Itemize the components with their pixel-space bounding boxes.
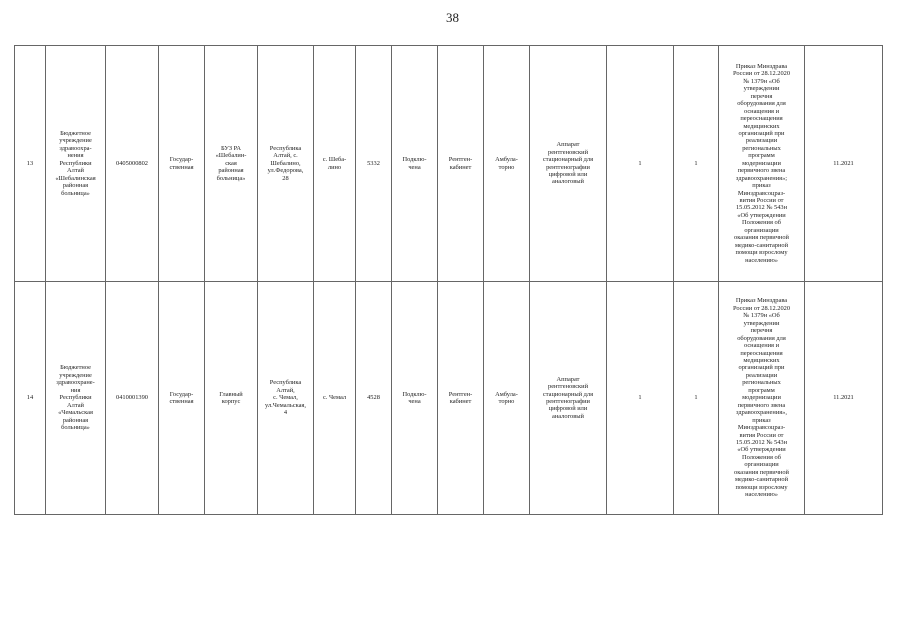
room-cell: Рентген- кабинет <box>438 46 484 282</box>
locality-cell: с. Шеба- лино <box>314 46 356 282</box>
facility-cell: Главный корпус <box>205 282 258 515</box>
equipment-cell: Аппарат рентгеновский стационарный для рентгенографии цифровой или аналоговый <box>530 46 607 282</box>
row-number-cell: 14 <box>15 282 46 515</box>
facility-cell: БУЗ РА «Шебалин- ская районная больница» <box>205 46 258 282</box>
quantity-a-cell: 1 <box>607 282 674 515</box>
basis-cell: Приказ Минздрава России от 28.12.2020 № 1379н «Об утверждении перечня оборудования для оснащения и переоснащения медицинских организаций при реализации региональных программ модернизации первичного звена здравоохранения», приказ Минздравсоцраз- вития России от 15.05.2012 № 543н «Об утверждении Положения об организации оказания первичной медико-санитарной помощи взрослому населению» <box>719 282 805 515</box>
institution-cell: Бюджетное учреждение здравоохра- нения Республики Алтай «Шебалинская районная больница» <box>46 46 106 282</box>
address-cell: Республика Алтай, с. Чемал, ул.Чемальская, 4 <box>258 282 314 515</box>
institution-cell: Бюджетное учреждение здравоохране- ния Республики Алтай «Чемальская районная больница» <box>46 282 106 515</box>
population-cell: 5332 <box>356 46 392 282</box>
quantity-b-cell: 1 <box>674 282 719 515</box>
date-cell: 11.2021 <box>805 282 883 515</box>
table-row <box>15 46 883 282</box>
equipment-cell: Аппарат рентгеновский стационарный для рентгенографии цифровой или аналоговый <box>530 282 607 515</box>
row-number-cell: 13 <box>15 46 46 282</box>
ownership-cell: Государ- ственная <box>159 46 205 282</box>
locality-cell: с. Чемал <box>314 282 356 515</box>
address-cell: Республика Алтай, с. Шебалино, ул.Федорова, 28 <box>258 46 314 282</box>
basis-cell: Приказ Минздрава России от 28.12.2020 № 1379н «Об утверждении перечня оборудования для оснащения и переоснащения медицинских организаций при реализации региональных программ модернизации первичного звена здравоохранения»; приказ Минздравсоцраз- вития России от 15.05.2012 № 543н «Об утверждении Положения об организации оказания первичной медико-санитарной помощи взрослому населению» <box>719 46 805 282</box>
date-cell: 11.2021 <box>805 46 883 282</box>
quantity-a-cell: 1 <box>607 46 674 282</box>
connection-cell: Подклю- чена <box>392 282 438 515</box>
code-cell: 0410001390 <box>106 282 159 515</box>
quantity-b-cell: 1 <box>674 46 719 282</box>
ownership-cell: Государ- ственная <box>159 282 205 515</box>
population-cell: 4528 <box>356 282 392 515</box>
table-row <box>15 282 883 515</box>
care-type-cell: Амбула- торно <box>484 46 530 282</box>
page-number: 38 <box>446 10 459 25</box>
care-type-cell: Амбула- торно <box>484 282 530 515</box>
connection-cell: Подклю- чена <box>392 46 438 282</box>
code-cell: 0405000802 <box>106 46 159 282</box>
equipment-table <box>14 45 883 515</box>
room-cell: Рентген- кабинет <box>438 282 484 515</box>
